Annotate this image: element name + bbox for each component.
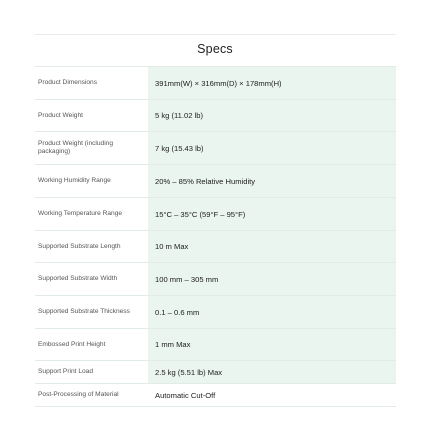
spec-label: Embossed Print Height xyxy=(38,340,106,348)
spec-value: 5 kg (11.02 lb) xyxy=(148,100,396,131)
spec-value: 2.5 kg (5.51 lb) Max xyxy=(148,361,396,383)
spec-row-product-dimensions xyxy=(35,66,396,100)
spec-label: Supported Substrate Thickness xyxy=(38,308,130,315)
spec-value: 10 m Max xyxy=(148,231,396,262)
spec-label: Post-Processing of Material xyxy=(38,391,119,398)
spec-value: 7 kg (15.43 lb) xyxy=(148,132,396,164)
page-title: Specs xyxy=(197,42,233,56)
spec-label: Working Humidity Range xyxy=(38,177,111,184)
spec-value: 391mm(W) × 316mm(D) × 178mm(H) xyxy=(148,67,396,99)
spec-label: Product Weight (including packaging) xyxy=(38,140,114,155)
spec-value: Automatic Cut-Off xyxy=(148,384,396,406)
spec-row-product-weight-packaging xyxy=(35,132,396,165)
spec-row-substrate-width xyxy=(35,263,396,296)
spec-row-substrate-thickness xyxy=(35,296,396,329)
spec-value: 0.1 – 0.6 mm xyxy=(148,296,396,328)
spec-label: Product Dimensions xyxy=(38,79,98,86)
spec-row-product-weight xyxy=(35,100,396,132)
spec-label: Supported Substrate Width xyxy=(38,275,118,282)
top-divider xyxy=(35,34,396,35)
spec-row-embossed-height xyxy=(35,329,396,361)
spec-row-substrate-length xyxy=(35,231,396,263)
spec-value: 1 mm Max xyxy=(148,329,396,360)
spec-table xyxy=(35,66,396,407)
spec-row-humidity-range xyxy=(35,165,396,198)
spec-value: 15°C – 35°C (59°F – 95°F) xyxy=(148,198,396,230)
spec-label: Supported Substrate Length xyxy=(38,242,121,250)
spec-row-print-load xyxy=(35,361,396,384)
spec-row-temperature-range xyxy=(35,198,396,231)
spec-value: 100 mm – 305 mm xyxy=(148,263,396,295)
spec-label: Working Temperature Range xyxy=(38,210,123,217)
spec-label: Product Weight xyxy=(38,111,83,119)
spec-label: Support Print Load xyxy=(38,368,93,375)
spec-value: 20% – 85% Relative Humidity xyxy=(148,165,396,197)
spec-row-post-processing xyxy=(35,384,396,407)
